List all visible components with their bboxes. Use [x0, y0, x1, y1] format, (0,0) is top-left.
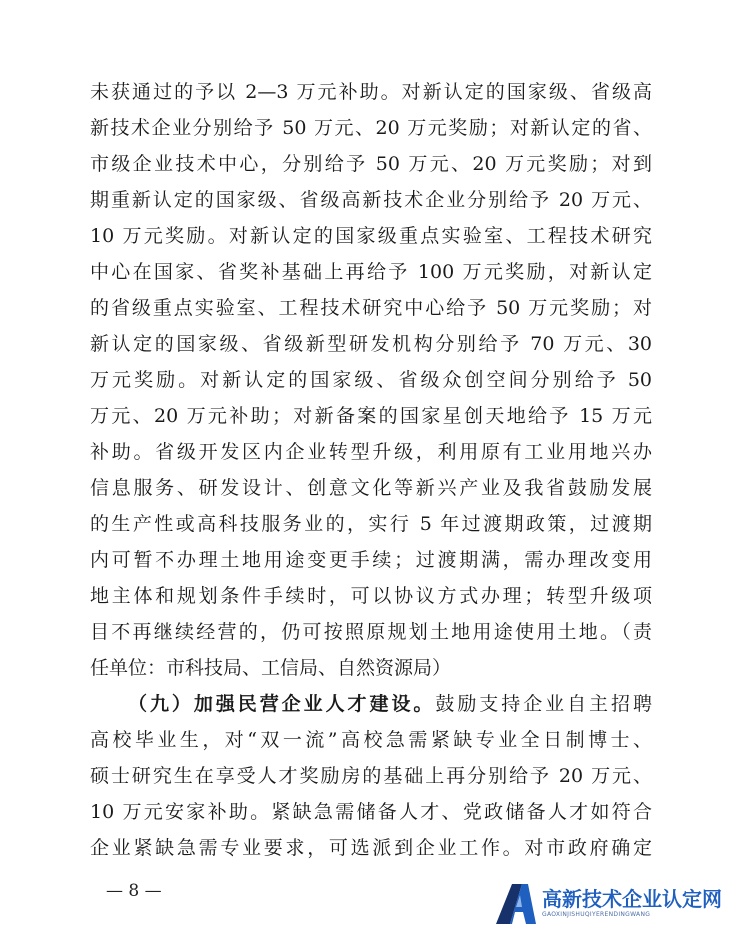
body-line: 地主体和规划条件手续时，可以协议方式办理；转型升级项 [90, 585, 652, 607]
body-line: 新认定的国家级、省级新型研发机构分别给予 70 万元、30 [90, 333, 652, 355]
body-line: 信息服务、研发设计、创意文化等新兴产业及我省鼓励发展 [90, 477, 652, 499]
section-line: 10 万元安家补助。紧缺急需储备人才、党政储备人才如符合 [90, 801, 652, 823]
letter-a-logo-icon [492, 880, 538, 926]
section-heading: （九）加强民营企业人才建设。 [128, 693, 436, 715]
body-line: 万元、20 万元补助；对新备案的国家星创天地给予 15 万元 [90, 405, 652, 427]
body-line: 中心在国家、省奖补基础上再给予 100 万元奖励，对新认定 [90, 261, 652, 283]
section-line: 硕士研究生在享受人才奖励房的基础上再分别给予 20 万元、 [90, 765, 652, 787]
section-line: 企业紧缺急需专业要求，可选派到企业工作。对市政府确定 [90, 837, 652, 859]
body-line: 10 万元奖励。对新认定的国家级重点实验室、工程技术研究 [90, 225, 652, 247]
body-line: 的生产性或高科技服务业的，实行 5 年过渡期政策，过渡期 [90, 513, 652, 535]
body-line: 新技术企业分别给予 50 万元、20 万元奖励；对新认定的省、 [90, 117, 652, 139]
body-line: 万元奖励。对新认定的国家级、省级众创空间分别给予 50 [90, 369, 652, 391]
body-line: 目不再继续经营的，仍可按照原规划土地用途使用土地。（责 [90, 621, 652, 643]
section-line: 高校毕业生，对“双一流”高校急需紧缺专业全日制博士、 [90, 729, 652, 751]
site-watermark [492, 878, 732, 928]
body-line: 期重新认定的国家级、省级高新技术企业分别给予 20 万元、 [90, 189, 652, 211]
body-line: 未获通过的予以 2—3 万元补助。对新认定的国家级、省级高 [90, 81, 652, 103]
body-line: 市级企业技术中心，分别给予 50 万元、20 万元奖励；对到 [90, 153, 652, 175]
body-line: 补助。省级开发区内企业转型升级，利用原有工业用地兴办 [90, 441, 652, 463]
watermark-subtitle: GAOXINJISHUQIYERENDINGWANG [542, 911, 651, 918]
watermark-text [542, 887, 722, 919]
document-body [90, 74, 652, 866]
section-first-line [90, 686, 652, 722]
page-number: — 8 — [106, 881, 162, 901]
watermark-title: 高新技术企业认定网 [542, 887, 722, 911]
body-line-last: 任单位：市科技局、工信局、自然资源局） [90, 657, 452, 679]
section-first-line-text: 鼓励支持企业自主招聘 [435, 693, 652, 715]
body-line: 的省级重点实验室、工程技术研究中心给予 50 万元奖励；对 [90, 297, 652, 319]
body-line: 内可暂不办理土地用途变更手续；过渡期满，需办理改变用 [90, 549, 652, 571]
